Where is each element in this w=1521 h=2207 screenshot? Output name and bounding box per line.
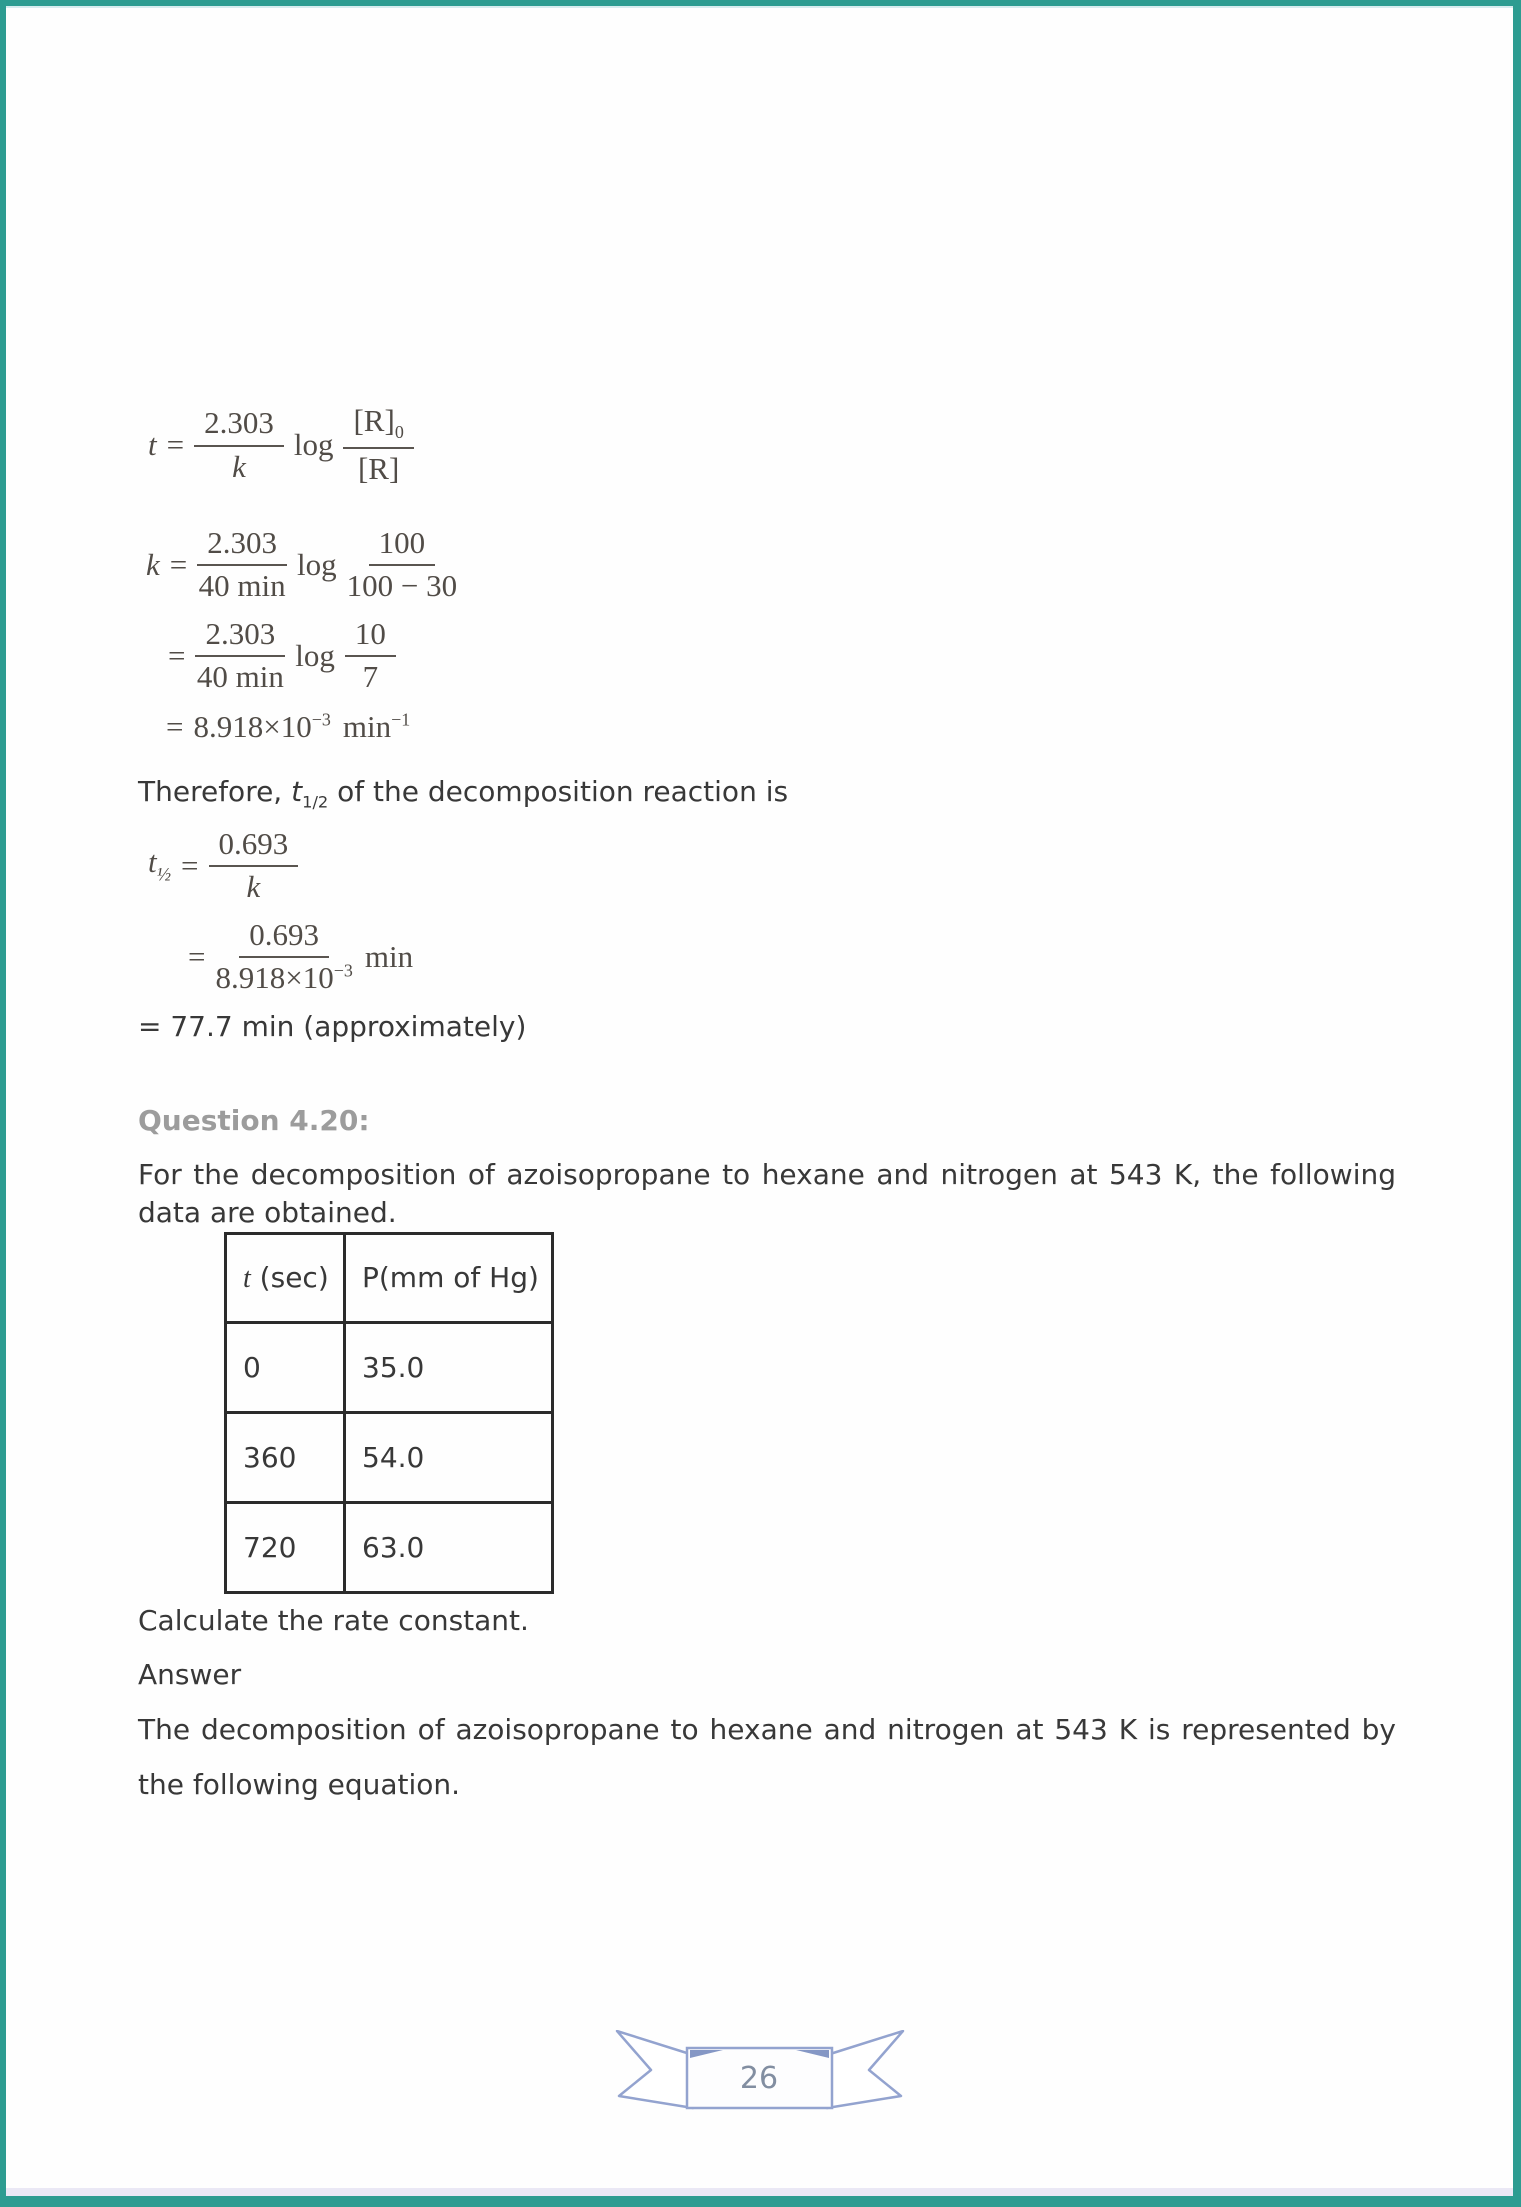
eq1-fraction-1	[194, 406, 284, 483]
half-life-subscript: 1/2	[302, 792, 329, 812]
eq3-fraction-2	[345, 617, 396, 694]
page-content	[6, 404, 1396, 1812]
time-cell: 720	[226, 1502, 345, 1592]
eq6-unit: min	[364, 938, 414, 974]
pressure-cell: 63.0	[345, 1502, 553, 1592]
document-page	[6, 6, 1513, 2196]
subscript-zero: 0	[394, 422, 404, 443]
pressure-time-table	[224, 1232, 554, 1594]
mantissa: 8.918×10	[193, 709, 312, 745]
eq1-equals: =	[166, 426, 185, 462]
eq5-fraction	[209, 827, 299, 904]
page-number-ribbon	[615, 2030, 905, 2112]
eq3-log: log	[295, 637, 335, 673]
table-row	[226, 1322, 553, 1412]
table-row	[226, 1412, 553, 1502]
t-symbol: t	[148, 844, 157, 880]
equation-integrated-rate-law	[148, 404, 1396, 486]
question-heading: Question 4.20:	[138, 1103, 370, 1137]
table-header-pressure: P(mm of Hg)	[345, 1233, 553, 1322]
table-header-time	[226, 1233, 345, 1322]
fraction-numerator: 2.303	[194, 406, 284, 446]
eq4-unit	[343, 710, 410, 744]
fraction-denominator: k	[246, 869, 261, 905]
answer-line1: The decomposition of azoisopropane to hexane and nitrogen at 543 K is represented by	[138, 1712, 1396, 1746]
equation-k-step1	[146, 526, 1396, 603]
fraction-numerator	[343, 404, 413, 449]
question-intro-line2: data are obtained.	[138, 1195, 397, 1229]
calculate-instruction: Calculate the rate constant.	[138, 1603, 529, 1637]
fraction-numerator: 100	[369, 526, 436, 566]
exponent: −3	[333, 961, 353, 982]
exponent: −3	[311, 710, 331, 731]
unit-exponent: −1	[391, 710, 411, 731]
fraction-numerator: 0.693	[239, 918, 329, 958]
answer-line2: the following equation.	[138, 1767, 461, 1801]
eq3-equals: =	[168, 637, 186, 673]
eq4-value	[193, 710, 330, 744]
page-number: 26	[739, 2060, 779, 2096]
fraction-denominator: 40 min	[196, 659, 284, 695]
time-cell: 0	[226, 1322, 345, 1412]
eq2-fraction-1	[197, 526, 287, 603]
eq5-equals: =	[181, 847, 199, 883]
therefore-pre: Therefore,	[138, 774, 292, 808]
fraction-denominator: 100 − 30	[346, 568, 458, 604]
fraction-denominator: 40 min	[198, 568, 286, 604]
eq2-fraction-2	[347, 526, 457, 603]
question-intro-line1: For the decomposition of azoisopropane to hexane and nitrogen at 543 K, the following	[138, 1157, 1396, 1191]
eq2-equals: =	[169, 546, 188, 582]
fraction-numerator: 10	[345, 617, 396, 657]
fraction-numerator: 2.303	[195, 617, 285, 657]
equation-half-life-formula	[148, 827, 1396, 904]
equation-k-step2	[168, 617, 1396, 694]
table-header-row	[226, 1233, 553, 1322]
concentration-initial: [R]	[353, 403, 395, 438]
unit-min: min	[342, 709, 392, 745]
eq2-lhs: k	[146, 546, 160, 582]
half-life-symbol: t	[291, 774, 303, 808]
pressure-cell: 54.0	[345, 1412, 553, 1502]
answer-label: Answer	[138, 1657, 242, 1691]
half-life-result: = 77.7 min (approximately)	[138, 1009, 527, 1043]
eq6-fraction	[215, 918, 352, 995]
eq3-fraction-1	[195, 617, 285, 694]
time-variable: t	[243, 1262, 251, 1294]
eq6-equals: =	[188, 938, 206, 974]
fraction-numerator: 0.693	[209, 827, 299, 867]
eq5-lhs	[148, 845, 171, 886]
fraction-denominator	[215, 958, 352, 995]
subscript-half: ½	[156, 864, 172, 886]
eq1-lhs: t	[148, 426, 157, 462]
equation-k-result	[166, 710, 1396, 744]
eq1-fraction-2	[343, 404, 413, 486]
equation-half-life-value	[188, 918, 1396, 995]
time-cell: 360	[226, 1412, 345, 1502]
mantissa: 8.918×10	[215, 960, 334, 996]
fraction-denominator: [R]	[357, 450, 400, 486]
eq4-equals: =	[166, 709, 184, 745]
table-row	[226, 1502, 553, 1592]
therefore-line	[138, 773, 1396, 822]
fraction-numerator: 2.303	[197, 526, 287, 566]
eq1-log: log	[293, 426, 334, 462]
fraction-denominator: k	[232, 448, 246, 484]
time-unit: (sec)	[250, 1260, 329, 1294]
pressure-cell: 35.0	[345, 1322, 553, 1412]
therefore-post: of the decomposition reaction is	[328, 774, 789, 808]
answer-paragraph	[138, 1702, 1396, 1812]
fraction-denominator: 7	[362, 659, 379, 695]
eq2-log: log	[297, 546, 337, 582]
question-intro	[138, 1156, 1396, 1232]
